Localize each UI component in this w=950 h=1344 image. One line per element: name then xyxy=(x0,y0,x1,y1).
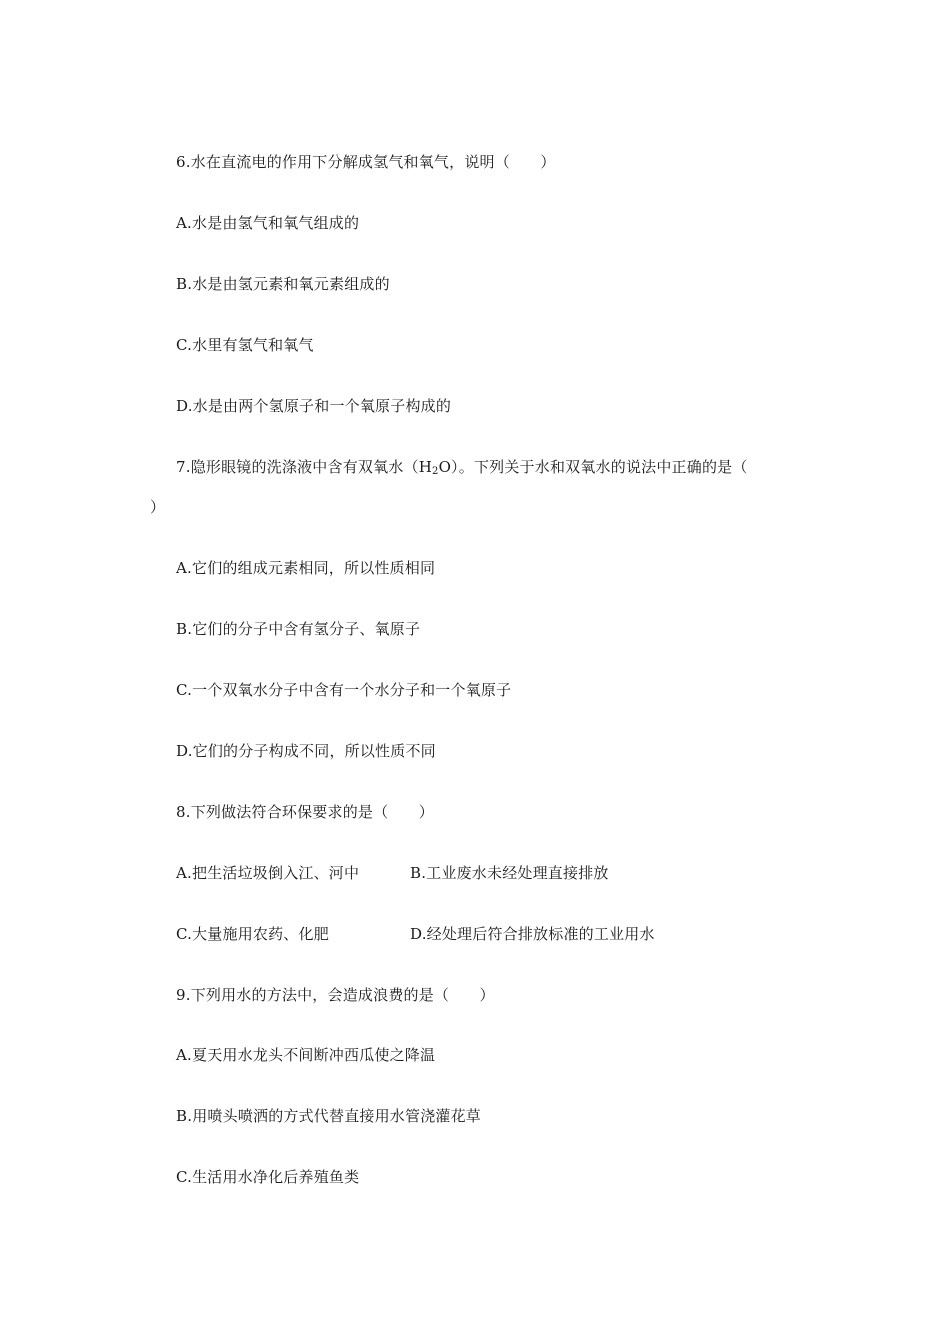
question-8-option-c: C.大量施用农药、化肥 xyxy=(176,925,329,943)
question-9-option-c: C.生活用水净化后养殖鱼类 xyxy=(176,1168,360,1186)
question-7-stem xyxy=(176,457,748,477)
question-9-stem: 9.下列用水的方法中，会造成浪费的是（ ） xyxy=(176,986,495,1004)
question-7-option-c: C.一个双氧水分子中含有一个水分子和一个氧原子 xyxy=(176,681,512,699)
question-8-option-b: B.工业废水未经处理直接排放 xyxy=(410,864,609,882)
question-7-subscript: 2 xyxy=(432,466,439,477)
question-7-stem-part2: O）。下列关于水和双氧水的说法中正确的是（ xyxy=(438,458,748,476)
question-6-option-b: B.水是由氢元素和氧元素组成的 xyxy=(176,275,390,293)
question-6-option-c: C.水里有氢气和氧气 xyxy=(176,336,314,354)
question-8-option-d: D.经处理后符合排放标准的工业用水 xyxy=(410,925,655,943)
question-6-stem: 6.水在直流电的作用下分解成氢气和氧气，说明（ ） xyxy=(176,153,556,171)
question-7-stem-wrap: ） xyxy=(150,498,166,516)
question-8-option-a: A.把生活垃圾倒入江、河中 xyxy=(176,864,360,882)
question-7-option-a: A.它们的组成元素相同，所以性质相同 xyxy=(176,559,436,577)
question-9-option-a: A.夏天用水龙头不间断冲西瓜使之降温 xyxy=(176,1046,436,1064)
question-7-option-b: B.它们的分子中含有氢分子、氧原子 xyxy=(176,620,421,638)
question-6-option-d: D.水是由两个氢原子和一个氧原子构成的 xyxy=(176,397,452,415)
question-8-stem: 8.下列做法符合环保要求的是（ ） xyxy=(176,803,434,821)
question-7-option-d: D.它们的分子构成不同，所以性质不同 xyxy=(176,742,436,760)
question-6-option-a: A.水是由氢气和氧气组成的 xyxy=(176,214,360,232)
question-7-stem-part1: 7.隐形眼镜的洗涤液中含有双氧水（H xyxy=(176,458,432,476)
question-9-option-b: B.用喷头喷洒的方式代替直接用水管浇灌花草 xyxy=(176,1107,481,1125)
